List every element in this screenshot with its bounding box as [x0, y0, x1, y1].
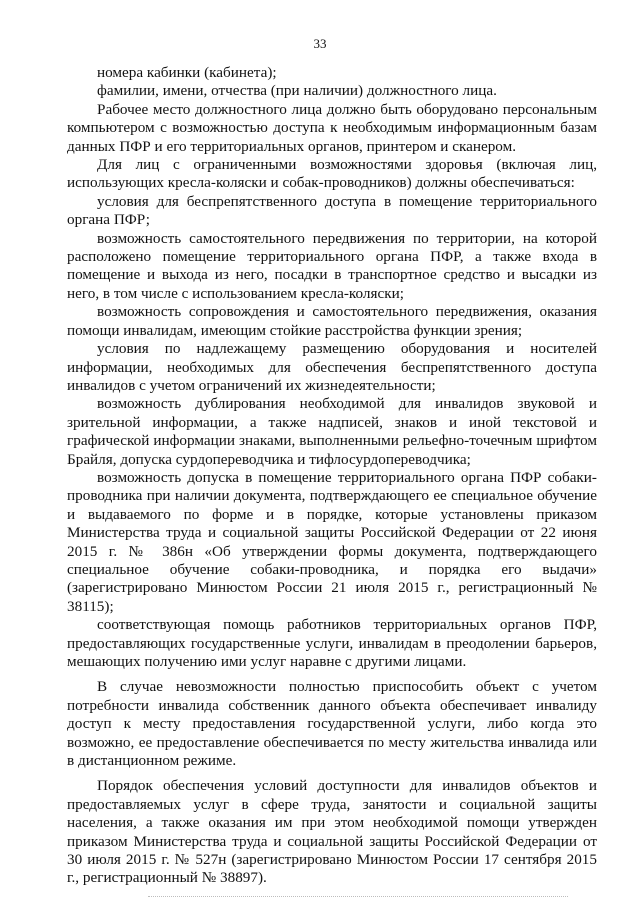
paragraph-workplace-equipment: Рабочее место должностного лица должно быть оборудовано персональным компьютером с возможностью доступа к необходимым информационным базам данных ПФР и его территориальных органов, принтером и сканером. [67, 100, 597, 155]
paragraph-booth-number: номера кабинки (кабинета); [97, 64, 277, 81]
paragraph-accessibility-intro: Для лиц с ограниченными возможностями здоровья (включая лиц, использующих кресла-коляски и собак-проводников) должны обеспечиваться: [67, 156, 597, 192]
paragraph-independent-movement: возможность самостоятельного передвижения по территории, на которой расположено помещение территориального органа ПФР, а также входа в помещение и выхода из него, посадки в транспортное средство и высадки из него, в том числе с использованием кресла-коляски; [67, 229, 597, 302]
document-body [67, 64, 597, 888]
paragraph-information-duplication: возможность дублирования необходимой для инвалидов звуковой и зрительной информации, а также надписей, знаков и иной текстовой и графической информации знаками, выполненными рельефно-точечным шрифтом Брайля, допуска сурдопереводчика и тифлосурдопереводчика; [67, 395, 597, 468]
paragraph-staff-assistance: соответствующая помощь работников территориальных органов ПФР, предоставляющих государственные услуги, инвалидам в преодолении барьеров, мешающих получению ими услуг наравне с другими лицами. [67, 616, 597, 670]
scan-artifact-line [148, 896, 568, 897]
paragraph-equipment-placement: условия по надлежащему размещению оборудования и носителей информации, необходимых для обеспечения беспрепятственного доступа инвалидов с учетом ограничений их жизнедеятельности; [67, 340, 597, 394]
paragraph-accessibility-order: Порядок обеспечения условий доступности для инвалидов объектов и предоставляемых услуг в сфере труда, занятости и социальной защиты населения, а также оказания им при этом необходимой помощи утвержден приказом Министерства труда и социальной защиты Российской Федерации от 30 июля 2015 г. № 527н (зарегистрировано Минюстом России 17 сентября 2015 г., регистрационный № 38897). [67, 777, 597, 887]
paragraph-owner-obligation: В случае невозможности полностью приспособить объект с учетом потребности инвалида собственник данного объекта обеспечивает инвалиду доступ к месту предоставления государственной услуги, либо когда это возможно, ее предоставление обеспечивается по месту жительства инвалида или в дистанционном режиме. [67, 678, 597, 770]
paragraph-visual-impairment-help: возможность сопровождения и самостоятельного передвижения, оказания помощи инвалидам, имеющим стойкие расстройства функции зрения; [67, 303, 597, 339]
paragraph-barrier-free-access: условия для беспрепятственного доступа в помещение территориального органа ПФР; [67, 192, 597, 229]
paragraph-official-name: фамилии, имени, отчества (при наличии) должностного лица. [97, 82, 497, 100]
paragraph-guide-dog-admission: возможность допуска в помещение территориального органа ПФР собаки-проводника при наличии документа, подтверждающего ее специальное обучение и выдаваемого по форме и в порядке, которые установлены приказом Министерства труда и социальной защиты Российской Федерации от 22 июня 2015 г. № 386н «Об утверждении формы документа, подтверждающего специальное обучение собаки-проводника, и порядка его выдачи» (зарегистрировано Минюстом России 21 июля 2015 г., регистрационный № 38115); [67, 468, 597, 615]
page-number: 33 [313, 36, 327, 51]
